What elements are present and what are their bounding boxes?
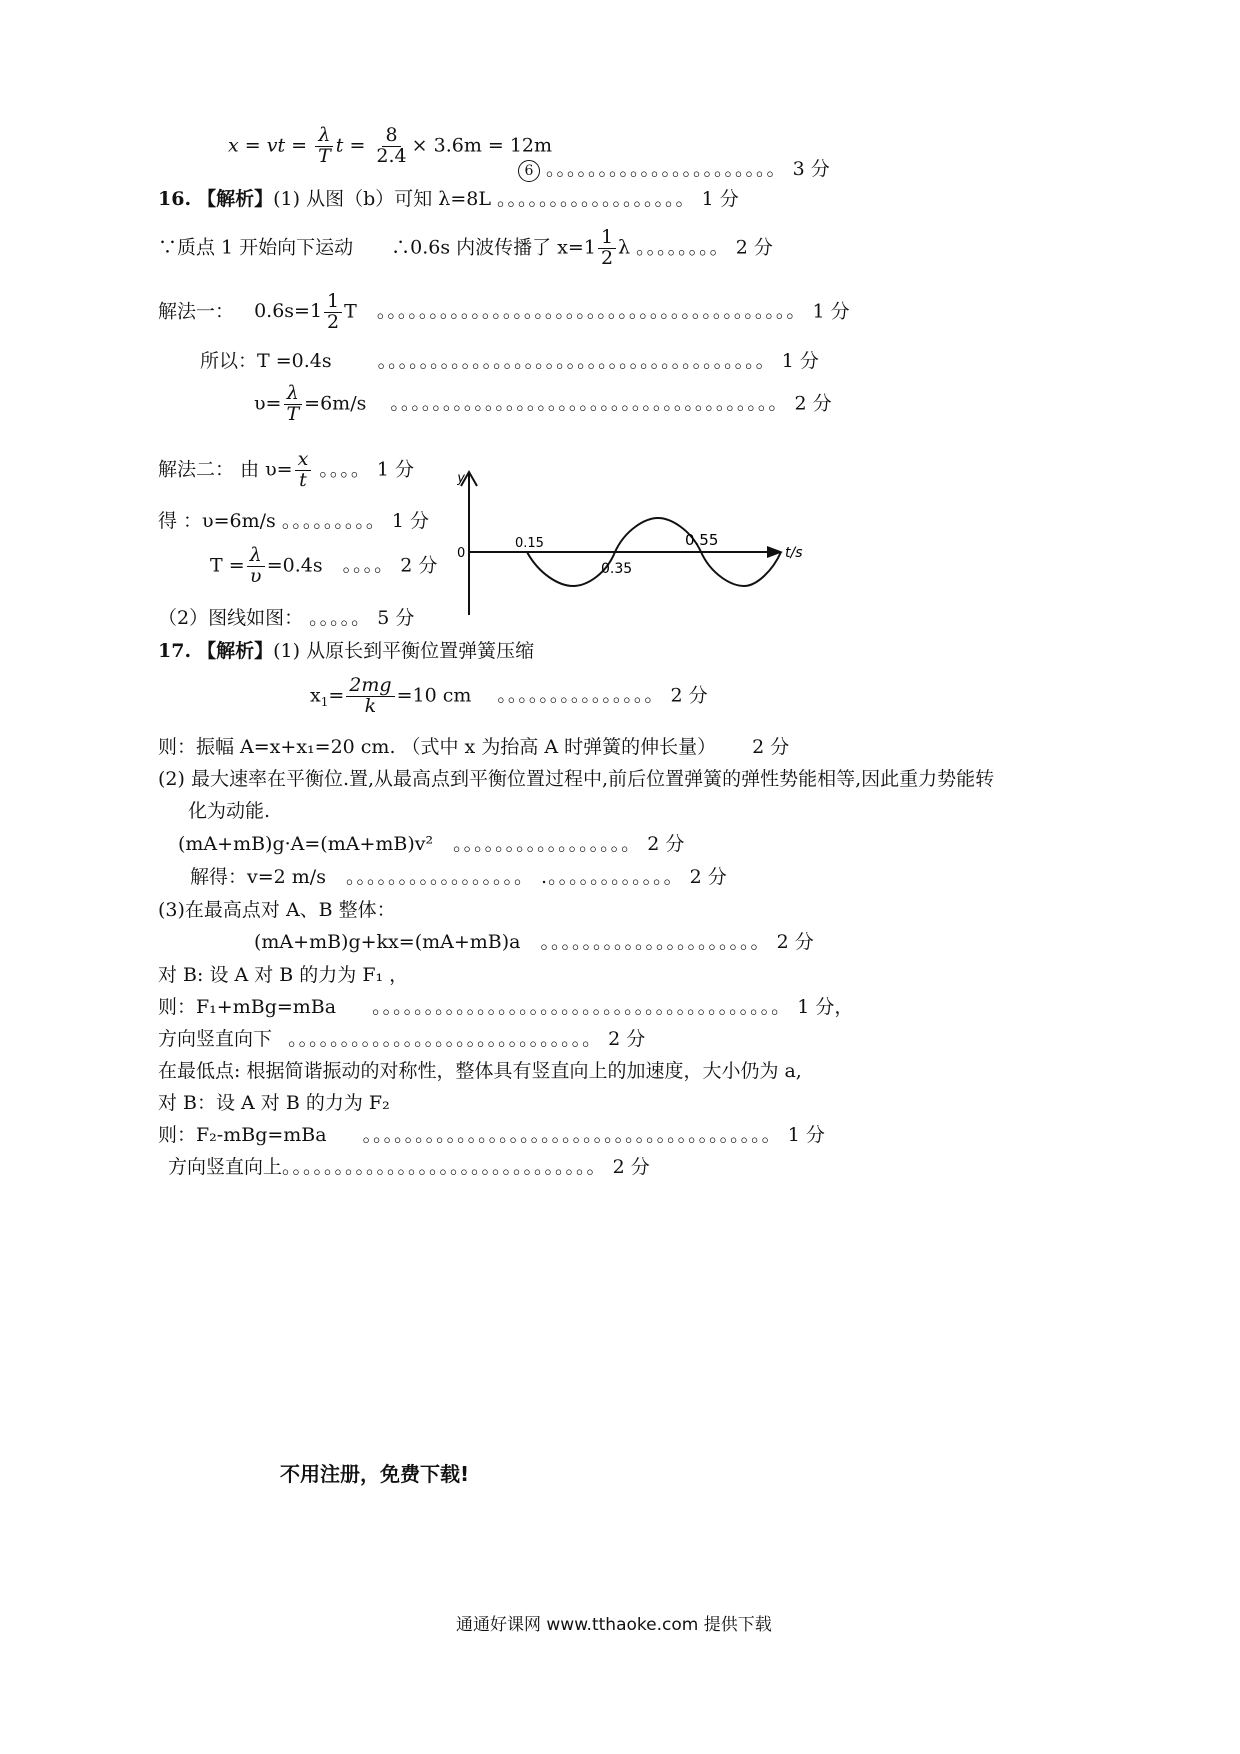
fraction: $\frac{1}{2}$ bbox=[598, 228, 616, 269]
leader-dots: 。。。。。。。。。。。。。。。。。。。。。 bbox=[540, 931, 771, 953]
max-speed-line-cont: 化为动能. bbox=[188, 800, 271, 822]
method-two-line: 解法二： 由 υ= $\frac{x}{t}$ 。。。。 1 分 bbox=[158, 448, 415, 491]
force-f2-equation: 则：F₂-mBg=mBa 。。。。。。。。。。。。。。。。。。。。。。。。。。。。。。。。。。。。。。。 1 分 bbox=[158, 1124, 825, 1146]
energy-equation-line: (mA+mB)g·A=(mA+mB)v² 。。。。。。。。。。。。。。。。。 2 分 bbox=[178, 833, 685, 855]
line-text: 所以：T =0.4s bbox=[200, 350, 332, 372]
score: 1 分 bbox=[812, 300, 850, 323]
leader-dots: 。。。。。。。。。。。。。。。。。。。。。。。。。。。。。。。。。。。。。。。 bbox=[372, 996, 792, 1018]
analysis-label: 【解析】 bbox=[197, 640, 274, 662]
fraction: $\frac{\lambda}{T}$ bbox=[283, 384, 302, 425]
speed-result-line: 解得：v=2 m/s 。。。。。。。。。。。。。。。。。 .。。。。。。。。。。。。 2 分 bbox=[190, 866, 727, 888]
y-axis-label: y bbox=[457, 471, 465, 486]
score: 1 分 bbox=[781, 350, 819, 372]
direction-down-line: 方向竖直向下 。。。。。。。。。。。。。。。。。。。。。。。。。。。。。 2 分 bbox=[158, 1028, 646, 1050]
analysis-label: 【解析】 bbox=[197, 188, 274, 210]
leader-dots: 。。。。。。。。。。。。。。。 bbox=[497, 684, 665, 707]
compression-line: $x_1=$ $\frac{2mg}{k}$ =10 cm 。。。。。。。。。。。。。。。 2 分 bbox=[310, 674, 708, 717]
score: 2 分 bbox=[689, 866, 727, 888]
score: 1 分 bbox=[787, 1124, 825, 1146]
leader-dots: 。。。。。。。。。。。。。。。。。 .。。。。。。。。。。。。 bbox=[346, 866, 684, 888]
score: 2 分 bbox=[735, 236, 773, 259]
line-text: ∵质点 1 开始向下运动 ∴0.6s 内波传播了 x=1 bbox=[158, 236, 596, 259]
score: 2 分 bbox=[794, 392, 832, 415]
force-f1-intro: 对 B: 设 A 对 B 的力为 F₁ ， bbox=[158, 964, 409, 986]
leader-dots: 。。。。。。。。。。。。。。。。。。。。。。。。。。。。。。 bbox=[282, 1156, 607, 1178]
equation-line-6 bbox=[228, 126, 552, 167]
line-text: (1) 从图（b）可知 λ=8L bbox=[273, 188, 491, 210]
velocity-result-line bbox=[158, 510, 429, 533]
lowest-point-line: 在最低点: 根据简谐振动的对称性，整体具有竖直向上的加速度，大小仍为 a, bbox=[158, 1060, 802, 1082]
line-text: (1) 从原长到平衡位置弹簧压缩 bbox=[273, 640, 535, 662]
graph-instruction-line bbox=[158, 607, 414, 630]
period-line bbox=[200, 350, 819, 373]
fraction: $\frac{\lambda}{T}$ bbox=[315, 126, 334, 167]
force-f2-intro: 对 B：设 A 对 B 的力为 F₂ bbox=[158, 1092, 390, 1114]
leader-dots: 。。。。。。。。 bbox=[636, 236, 730, 259]
score: 1 分， bbox=[797, 996, 854, 1018]
tick-label-015: 0.15 bbox=[515, 536, 544, 551]
tick-label-055: 0.55 bbox=[685, 531, 719, 549]
leader-dots: 。。。。。 bbox=[309, 607, 372, 629]
fraction: $\frac{1}{2}$ bbox=[324, 292, 342, 333]
fraction: $\frac{x}{t}$ bbox=[295, 450, 312, 491]
score: 2 分 bbox=[608, 1028, 646, 1050]
leader-dots: 。。。。。。。。。。。。。。。。。。。。。。 bbox=[546, 158, 787, 180]
part-3-heading: (3)在最高点对 A、B 整体： bbox=[158, 899, 396, 921]
leader-dots: 。。。。。。。。。。。。。。。。。。。。。。。。。。。。。。。。。。。。。 bbox=[377, 350, 776, 372]
solution-line: ∵质点 1 开始向下运动 ∴0.6s 内波传播了 x=1 $\frac{1}{2}$ λ 。。。。。。。。 2 分 bbox=[158, 226, 773, 269]
score: 5 分 bbox=[377, 607, 415, 629]
whole-equation-line: (mA+mB)g+kx=(mA+mB)a 。。。。。。。。。。。。。。。。。。。。。 2 分 bbox=[254, 931, 814, 953]
score: 2 分 bbox=[400, 554, 438, 577]
period-result-line: T = $\frac{\lambda}{\upsilon}$ =0.4s 。。。。 2 分 bbox=[210, 544, 438, 587]
problem-16-heading bbox=[158, 188, 739, 211]
footer-text: 通通好课网 www.tthaoke.com 提供下载 bbox=[456, 1615, 772, 1635]
fraction: $\frac{\lambda}{\upsilon}$ bbox=[247, 546, 265, 587]
wave-graph bbox=[455, 470, 815, 620]
score: 1 分 bbox=[376, 458, 415, 481]
score: 2 分 bbox=[776, 931, 814, 953]
force-f1-equation: 则：F₁+mBg=mBa 。。。。。。。。。。。。。。。。。。。。。。。。。。。。。。。。。。。。。。。 1 分， bbox=[158, 996, 854, 1018]
max-speed-line: (2) 最大速率在平衡位.置,从最高点到平衡位置过程中,前后位置弹簧的弹性势能相等,因此重力势能转 bbox=[158, 768, 995, 790]
score: 3 分 bbox=[792, 158, 830, 180]
t-axis-label: t/s bbox=[785, 545, 803, 561]
score: 2 分 bbox=[670, 684, 708, 707]
fraction: $\frac{2mg}{k}$ bbox=[346, 676, 394, 717]
method-label: 解法二： bbox=[158, 458, 235, 481]
origin-label: 0 bbox=[457, 546, 466, 561]
leader-dots: 。。。。。。。。。 bbox=[281, 510, 386, 532]
equation-part: x = vt = bbox=[228, 134, 314, 157]
score: 2 分 bbox=[612, 1156, 650, 1178]
leader-dots: 。。。。。。。。。。。。。。。。。。。。。。。。。。。。。。。。。。。。。。。。 bbox=[376, 300, 807, 323]
score: 2 分 bbox=[647, 833, 685, 855]
equation-part: t = bbox=[335, 134, 372, 157]
leader-dots: 。。。。 bbox=[319, 458, 371, 481]
leader-dots: 。。。。。。。。。。。。。。。。。 bbox=[453, 833, 642, 855]
promo-text: 不用注册，免费下载! bbox=[280, 1462, 470, 1486]
equation-part: × 3.6m = 12m bbox=[411, 134, 553, 157]
score: 2 分 bbox=[752, 736, 790, 758]
circled-number: 6 bbox=[518, 160, 540, 182]
amplitude-line bbox=[158, 736, 789, 759]
score: 1 分 bbox=[391, 510, 430, 532]
problem-17-heading bbox=[158, 640, 534, 663]
leader-dots: 。。。。。。。。。。。。。。。。。。 bbox=[497, 188, 696, 210]
line-text: （2）图线如图： bbox=[158, 607, 304, 629]
equation-6-score-line bbox=[518, 158, 830, 182]
score: 1 分 bbox=[701, 188, 739, 210]
problem-number: 16. bbox=[158, 188, 192, 210]
line-text: 则：振幅 A=x+x₁=20 cm. （式中 x 为抬高 A 时弹簧的伸长量） bbox=[158, 736, 717, 758]
velocity-line: υ= $\frac{\lambda}{T}$ =6m/s 。。。。。。。。。。。。。。。。。。。。。。。。。。。。。。。。。。。。。 2 分 bbox=[254, 382, 832, 425]
line-text: 得 ：υ=6m/s bbox=[158, 510, 276, 532]
problem-number: 17. bbox=[158, 640, 192, 662]
direction-up-line: 方向竖直向上。。。。。。。。。。。。。。。。。。。。。。。。。。。。。。 2 分 bbox=[168, 1156, 650, 1178]
leader-dots: 。。。。。。。。。。。。。。。。。。。。。。。。。。。。。 bbox=[288, 1028, 603, 1050]
leader-dots: 。。。。。。。。。。。。。。。。。。。。。。。。。。。。。。。。。。。。。。。 bbox=[362, 1124, 782, 1146]
method-one-line: 解法一： 0.6s=1 $\frac{1}{2}$ T 。。。。。。。。。。。。。。。。。。。。。。。。。。。。。。。。。。。。。。。。 1 分 bbox=[158, 290, 850, 333]
fraction: $\frac{8}{2.4}$ bbox=[376, 124, 407, 167]
leader-dots: 。。。。 bbox=[342, 554, 395, 577]
method-label: 解法一： bbox=[158, 300, 235, 323]
tick-label-035: 0.35 bbox=[601, 561, 633, 577]
leader-dots: 。。。。。。。。。。。。。。。。。。。。。。。。。。。。。。。。。。。。。 bbox=[390, 392, 789, 415]
